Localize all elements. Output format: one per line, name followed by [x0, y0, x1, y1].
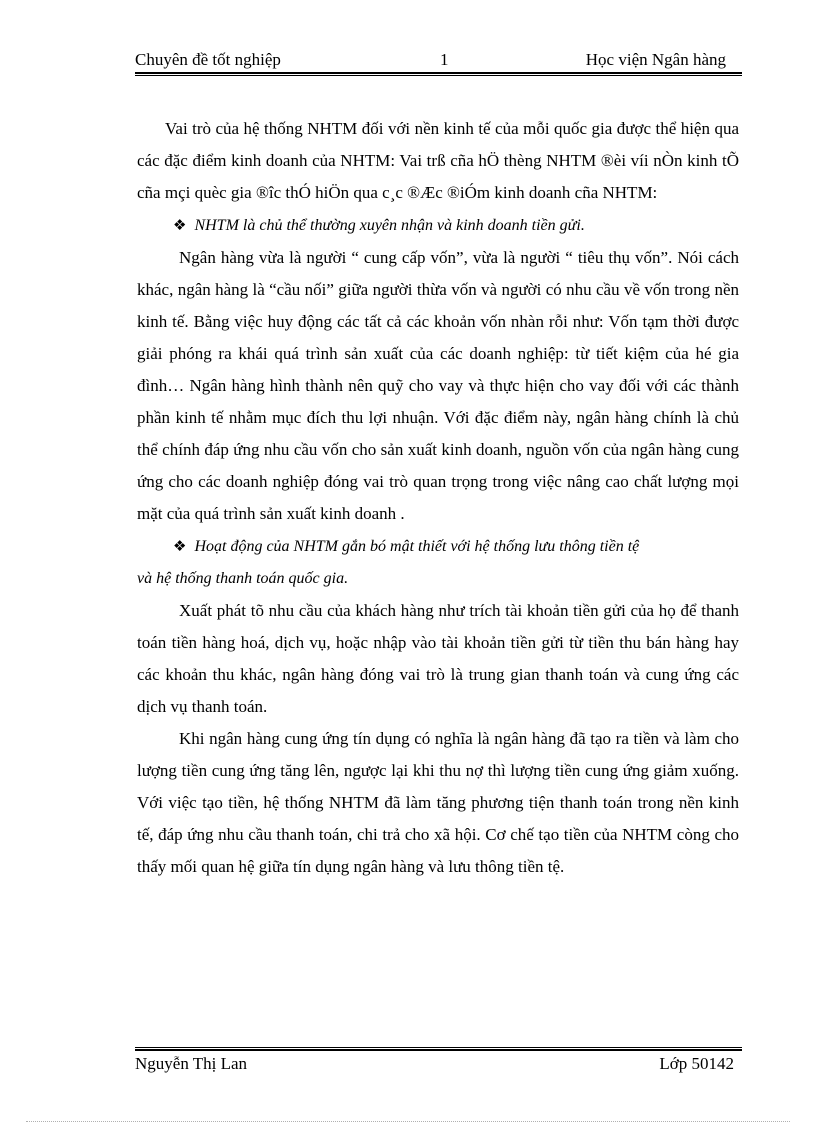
paragraph-capital-role: Ngân hàng vừa là người “ cung cấp vốn”, vừa là người “ tiêu thụ vốn”. Nói cách khác, ngân hàng là “cầu nối” giữa người thừa vốn và người có nhu cầu về vốn trong nền kinh tế. Bằng việc huy động các tất cả các khoản vốn nhàn rỗi như: Vốn tạm thời được giải phóng ra khái quá trình sản xuất của các doanh nghiệp: từ tiết kiệm của hé gia đình… Ngân hàng hình thành nên quỹ cho vay và thực hiện cho vay đối với các thành phần kinh tế nhằm mục đích thu lợi nhuận. Với đặc điểm này, ngân hàng chính là chủ thể chính đáp ứng nhu cầu vốn cho sản xuất kinh doanh, nguồn vốn của ngân hàng cung ứng cho các doanh nghiệp đóng vai trò quan trọng trong việc nâng cao chất lượng mọi mặt của quá trình sản xuất kinh doanh . [137, 248, 739, 523]
header-document-type: Chuyên đề tốt nghiệp [135, 50, 281, 69]
footer-rule [135, 1047, 742, 1051]
paragraph-money-creation: Khi ngân hàng cung ứng tín dụng có nghĩa là ngân hàng đã tạo ra tiền và làm cho lượng tiền cung ứng tăng lên, ngược lại khi thu nợ thì lượng tiền cung ứng giảm xuống. Với việc tạo tiền, hệ thống NHTM đã làm tăng phương tiện thanh toán trong nền kinh tế, đáp ứng nhu cầu thanh toán, chi trả cho xã hội. Cơ chế tạo tiền của NHTM còng cho thấy mối quan hệ giữa tín dụng ngân hàng và lưu thông tiền tệ. [137, 729, 739, 876]
bullet-item-payments [137, 530, 739, 563]
page-header [135, 46, 742, 72]
footer-author: Nguyễn Thị Lan [135, 1054, 248, 1073]
header-institution: Học viện Ngân hàng [585, 50, 726, 69]
bullet-text: NHTM là chủ thể thường xuyên nhận và kinh doanh tiền gửi. [194, 217, 585, 234]
document-body [137, 113, 739, 883]
diamond-bullet-icon: ❖ [173, 216, 187, 234]
diamond-bullet-icon: ❖ [173, 537, 187, 555]
header-page-number: 1 [440, 50, 449, 69]
page-footer [135, 1054, 742, 1078]
paragraph-intro: Vai trò của hệ thống NHTM đối với nền kinh tế của mỗi quốc gia được thể hiện qua các đặc điểm kinh doanh của NHTM: Vai trß cña hÖ thèng NHTM ®èi víi nÒn kinh tÕ cña mçi quèc gia ®îc thÓ hiÖn qua c¸c ®Æc ®iÓm kinh doanh cña NHTM: [137, 119, 739, 202]
bullet-item-deposits [137, 209, 739, 242]
bullet-text: Hoạt động của NHTM gắn bó mật thiết với hệ thống lưu thông tiền tệ [194, 538, 640, 555]
page-edge-divider [26, 1121, 790, 1122]
footer-class: Lớp 50142 [659, 1054, 734, 1073]
paragraph-payment-intermediary: Xuất phát tõ nhu cầu của khách hàng như trích tài khoản tiền gửi của họ để thanh toán tiền hàng hoá, dịch vụ, hoặc nhập vào tài khoản tiền gửi từ tiền thu bán hàng hay các khoản thu khác, ngân hàng đóng vai trò là trung gian thanh toán và cung ứng các dịch vụ thanh toán. [137, 601, 739, 716]
header-rule [135, 72, 742, 76]
bullet-continuation: và hệ thống thanh toán quốc gia. [137, 570, 349, 587]
